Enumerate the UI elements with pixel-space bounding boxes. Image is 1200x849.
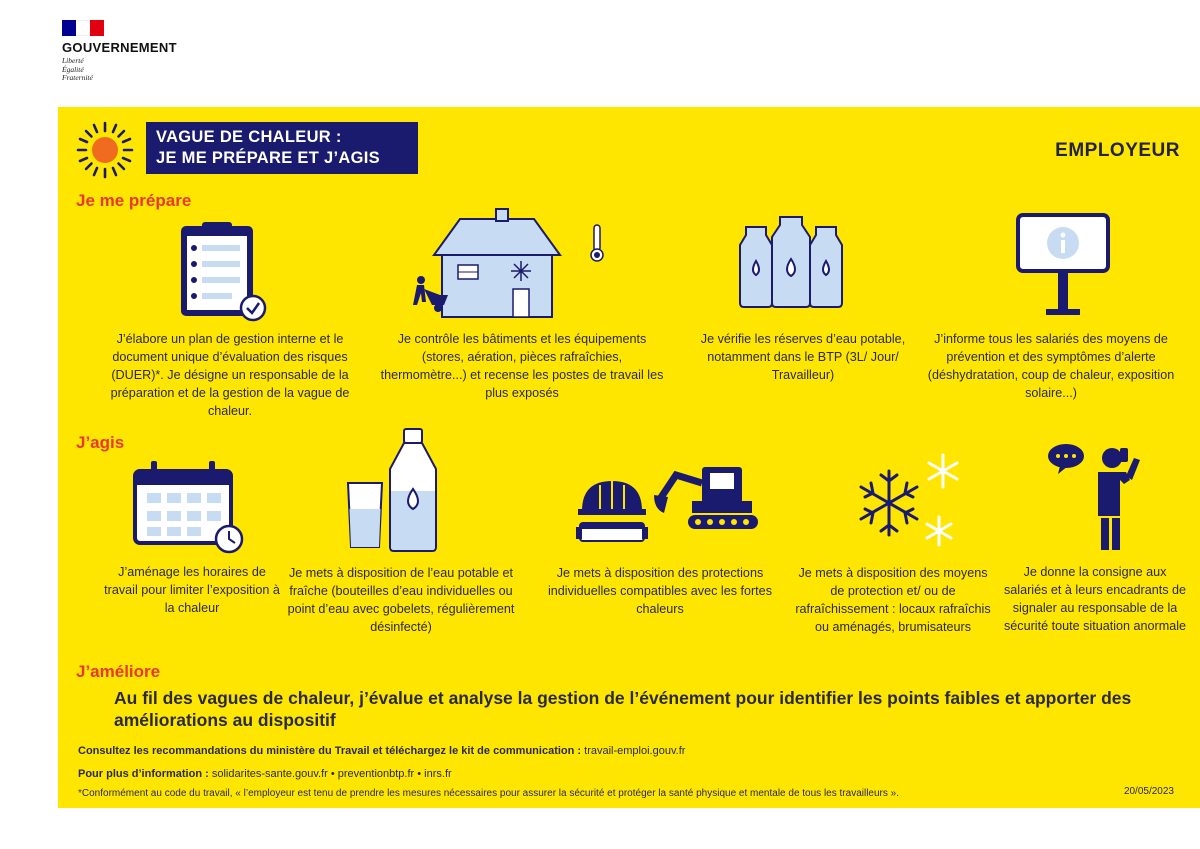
- footer-info: [78, 768, 452, 780]
- building-icon: [410, 207, 610, 323]
- person-phone-icon: [1046, 442, 1146, 552]
- snowflake-icon: [853, 453, 965, 549]
- calendar-icon: [133, 459, 245, 555]
- prepare-text-2: Je contrôle les bâtiments et les équipements (stores, aération, pièces rafraîchies, thermomètre...) et recense les postes de travail les plus exposés: [380, 332, 664, 400]
- footer-consult-label: Consultez les recommandations du ministère du Travail et téléchargez le kit de communication :: [78, 745, 582, 757]
- government-logo: [62, 20, 222, 83]
- water-glass-bottle-icon: [346, 429, 446, 553]
- title-line-1: VAGUE DE CHALEUR :: [156, 128, 342, 146]
- footer-info-label: Pour plus d’information :: [78, 768, 209, 780]
- footer-consult: [78, 745, 685, 757]
- title-box: [146, 122, 418, 174]
- gov-name: GOUVERNEMENT: [62, 40, 177, 55]
- prepare-text-1: J’élabore un plan de gestion interne et le document unique d’évaluation des risques (DUER)*. Je désigne un responsable de la préparation et de la gestion de la vague de chaleur.: [110, 332, 350, 418]
- footer-date: 20/05/2023: [1123, 786, 1174, 797]
- section-act-heading: J’agis: [76, 433, 125, 452]
- sun-icon: [76, 121, 134, 179]
- prepare-text-3: Je vérifie les réserves d’eau potable, notamment dans le BTP (3L/ Jour/ Travailleur): [700, 332, 906, 382]
- improve-text: Au fil des vagues de chaleur, j’évalue et analyse la gestion de l’événement pour identifier les points faibles et apporter des améliorations au dispositif: [114, 688, 1132, 730]
- act-text-1: J’aménage les horaires de travail pour limiter l’exposition à la chaleur: [104, 565, 280, 615]
- motto: Liberté Égalité Fraternité: [62, 56, 93, 82]
- title-line-2: JE ME PRÉPARE ET J’AGIS: [156, 149, 380, 167]
- protection-equipment-icon: [576, 463, 756, 549]
- footer-info-links[interactable]: solidarites-sante.gouv.fr • preventionbtp.fr • inrs.fr: [211, 768, 452, 780]
- act-text-4: Je mets à disposition des moyens de protection et/ ou de rafraîchissement : locaux rafraîchis ou aménagés, brumisateurs: [795, 566, 991, 634]
- info-sign-icon: [1016, 213, 1112, 319]
- section-prepare-heading: Je me prépare: [76, 191, 192, 210]
- footer-consult-link[interactable]: travail-emploi.gouv.fr: [584, 745, 686, 757]
- section-improve-heading: J’améliore: [76, 662, 161, 681]
- french-flag-icon: [62, 20, 104, 36]
- water-bottles-icon: [738, 215, 850, 311]
- prepare-text-4: J’informe tous les salariés des moyens de prévention et des symptômes d’alerte (déshydratation, coup de chaleur, exposition solaire...): [927, 332, 1175, 400]
- poster-panel: [58, 107, 1200, 808]
- act-text-5: Je donne la consigne aux salariés et à leurs encadrants de signaler au responsable de la sécurité toute situation anormale: [1004, 565, 1187, 633]
- footer-note: *Conformément au code du travail, « l’employeur est tenu de prendre les mesures nécessaires pour assurer la sécurité et protéger la santé physique et mentale de tous les travailleurs ».: [78, 788, 899, 799]
- audience-label: EMPLOYEUR: [1055, 140, 1180, 161]
- act-text-3: Je mets à disposition des protections individuelles compatibles avec les fortes chaleurs: [547, 566, 772, 616]
- act-text-2: Je mets à disposition de l’eau potable et fraîche (bouteilles d’eau individuelles ou point d’eau avec gobelets, régulièrement désinfecté): [287, 566, 515, 634]
- checklist-icon: [178, 222, 270, 324]
